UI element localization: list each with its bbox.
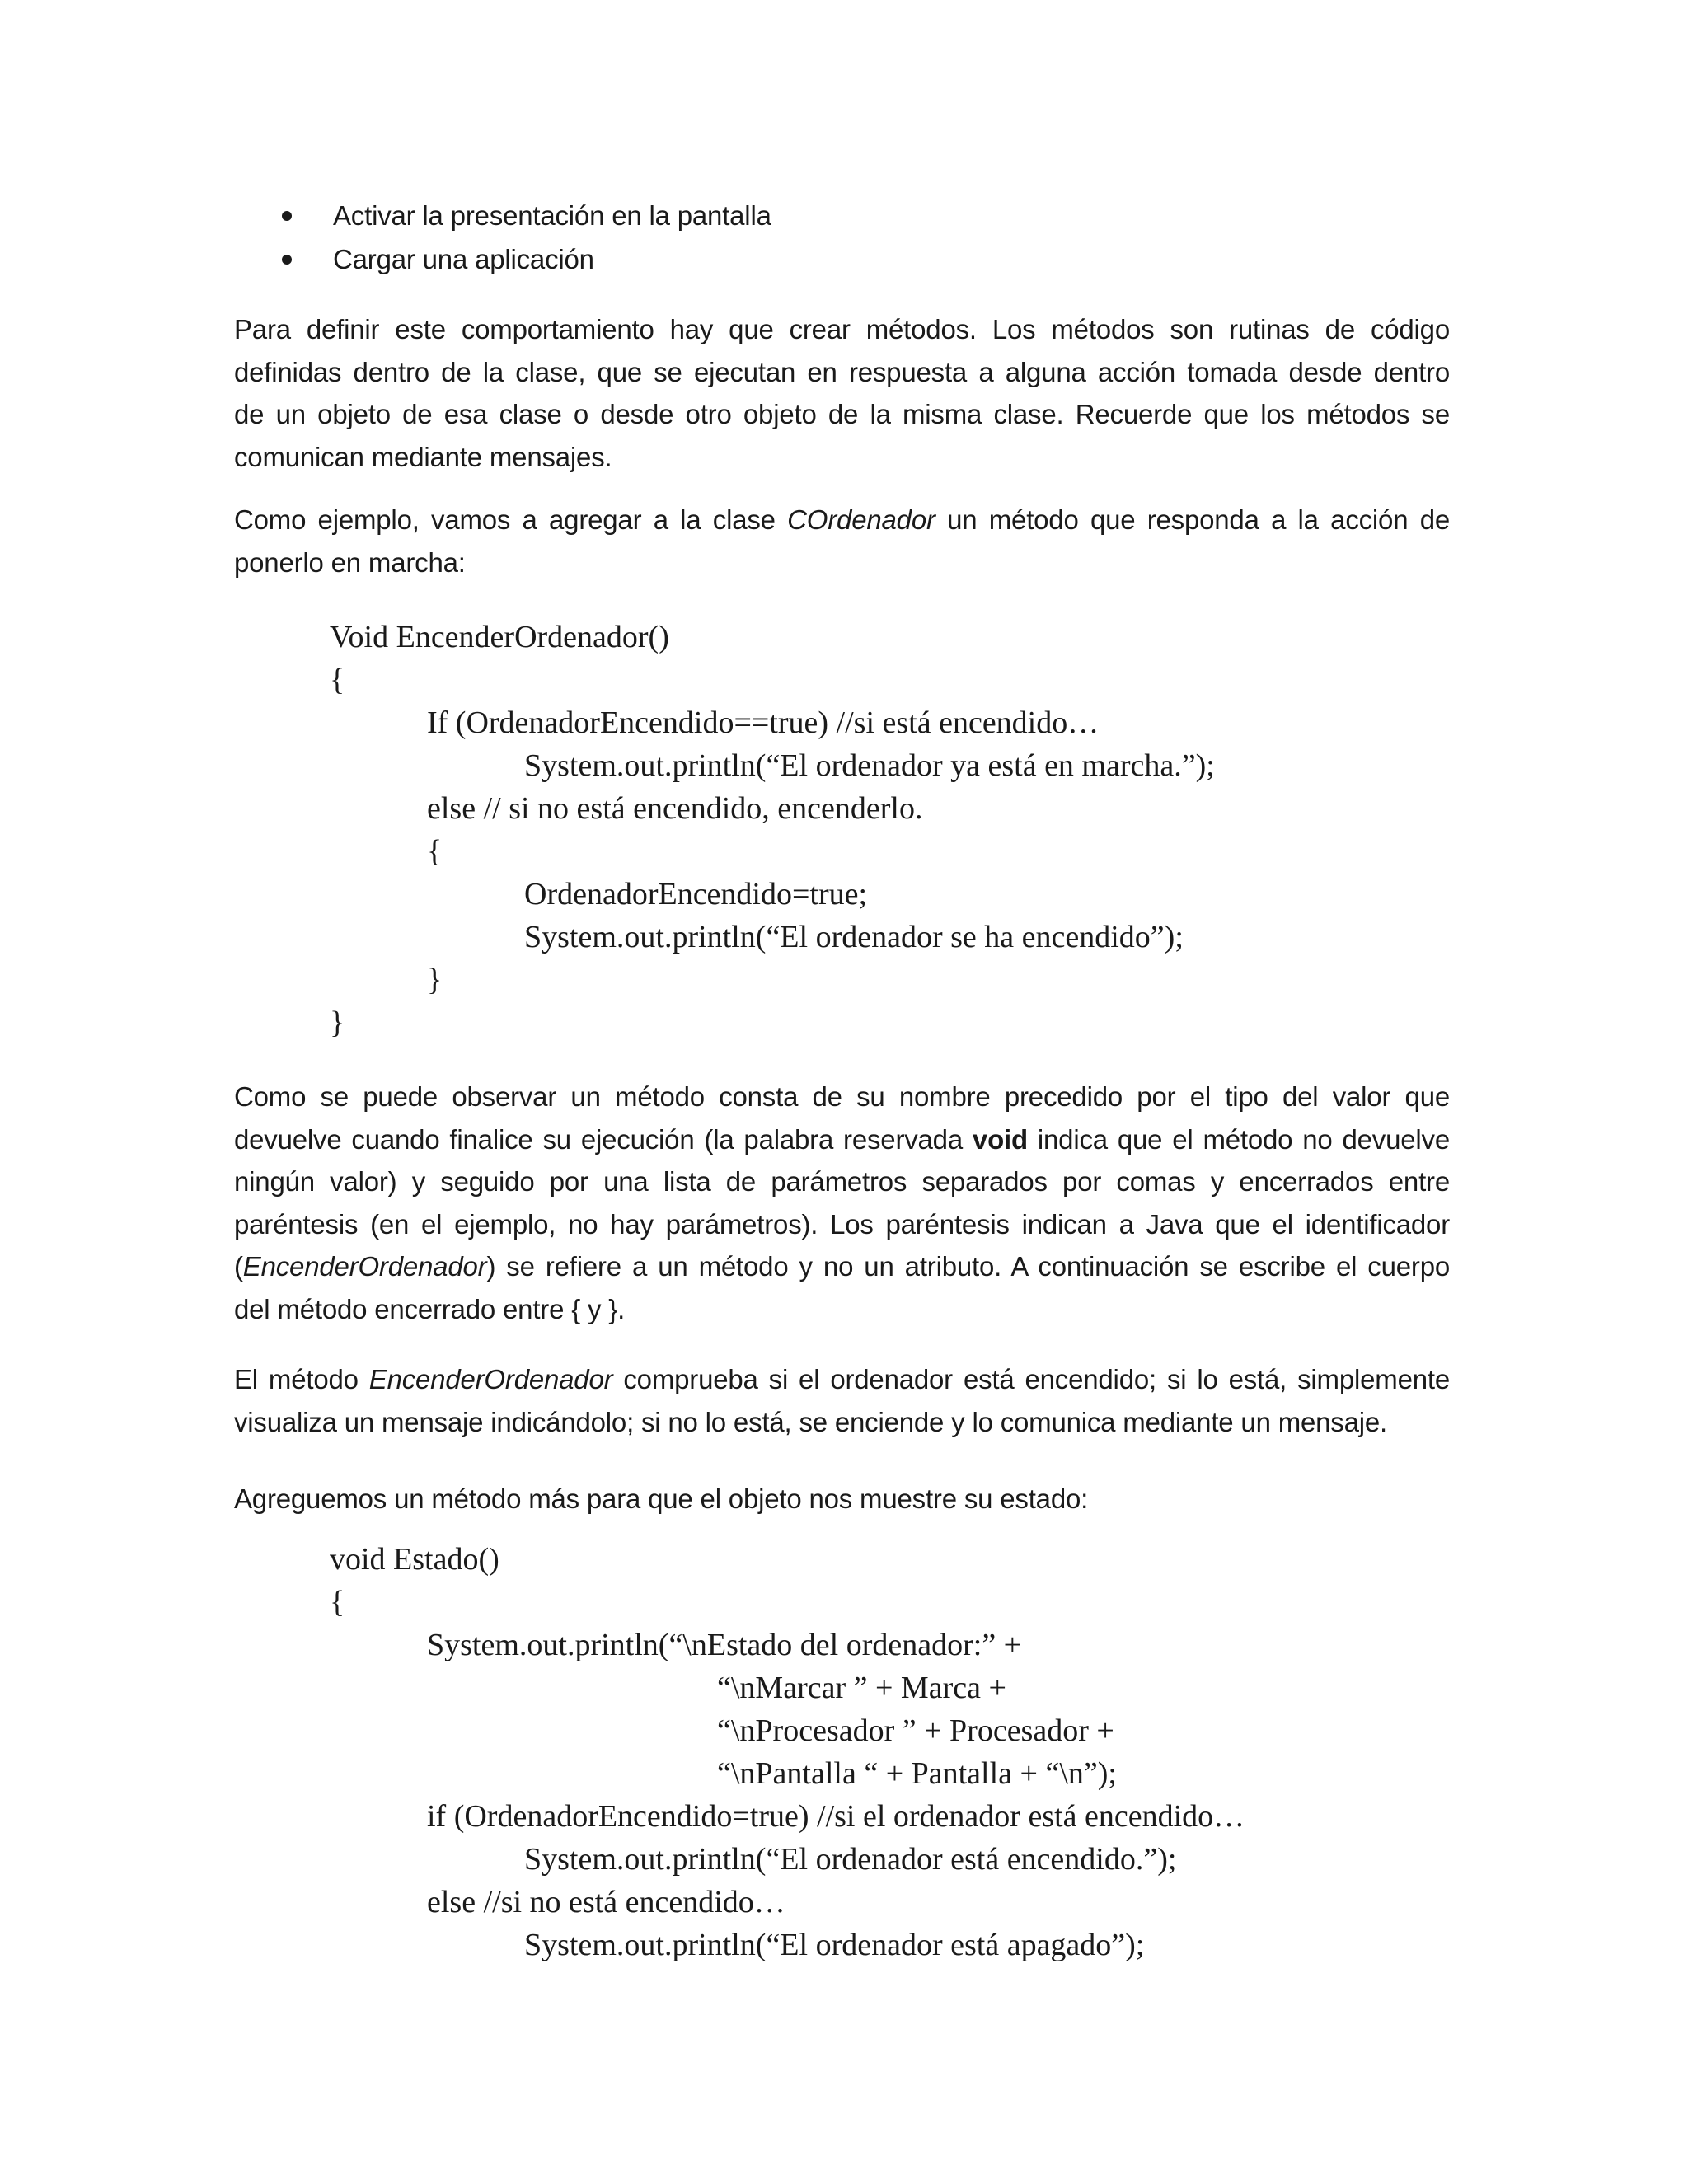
keyword-void: void xyxy=(972,1123,1028,1155)
code-line: System.out.println(“El ordenador se ha encendido”); xyxy=(524,920,1184,954)
code-line: else //si no está encendido… xyxy=(427,1885,785,1919)
paragraph-line: definidas dentro de la clase, que se ejecutan en respuesta a alguna acción tomada desde dentro xyxy=(234,356,1450,387)
paragraph-line: Agreguemos un método más para que el objeto nos muestre su estado: xyxy=(234,1483,1089,1514)
code-line: Void EncenderOrdenador() xyxy=(330,620,669,654)
code-line: System.out.println(“El ordenador está encendido.”); xyxy=(524,1842,1177,1877)
code-line: } xyxy=(427,963,443,997)
paragraph-line: comunican mediante mensajes. xyxy=(234,441,612,472)
paragraph-line: del método encerrado entre { y }. xyxy=(234,1293,626,1324)
code-line: else // si no está encendido, encenderlo. xyxy=(427,791,923,826)
code-line: System.out.println(“\nEstado del ordenador:” + xyxy=(427,1628,1022,1662)
method-name: EncenderOrdenador xyxy=(242,1251,487,1282)
paragraph-estado-intro xyxy=(234,1478,1450,1521)
paragraph-line: ningún valor) y seguido por una lista de parámetros separados por comas y encerrados entre xyxy=(234,1166,1450,1197)
paragraph-line: de un objeto de esa clase o desde otro objeto de la misma clase. Recuerde que los métodos se xyxy=(234,399,1450,429)
paragraph-line: visualiza un mensaje indicándolo; si no lo está, se enciende y lo comunica mediante un mensaje. xyxy=(234,1406,1388,1437)
code-line: { xyxy=(427,834,443,869)
text-run: devuelve cuando finalice su ejecución (la palabra reservada xyxy=(234,1123,973,1155)
code-block-estado xyxy=(330,1538,1245,1966)
code-line: “\nProcesador ” + Procesador + xyxy=(717,1713,1114,1748)
paragraph-line xyxy=(234,1358,1450,1401)
list-item xyxy=(282,194,1436,237)
paragraph-line xyxy=(234,1245,1450,1288)
method-name: EncenderOrdenador xyxy=(368,1364,613,1394)
list-item-text: Cargar una aplicación xyxy=(333,244,594,274)
paragraph-line: ponerlo en marcha: xyxy=(234,546,466,578)
paragraph-line xyxy=(234,1118,1450,1161)
code-line: OrdenadorEncendido=true; xyxy=(524,877,868,912)
paragraph-line: Para definir este comportamiento hay que crear métodos. Los métodos son rutinas de código xyxy=(234,314,1450,344)
paragraph-method-structure xyxy=(234,1076,1450,1330)
paragraph-line: Como se puede observar un método consta de su nombre precedido por el tipo del valor que xyxy=(234,1081,1450,1112)
code-line: } xyxy=(330,1005,345,1040)
paragraph-line xyxy=(234,499,1450,541)
text-run: comprueba si el ordenador está encendido; si lo está, simplemente xyxy=(612,1364,1450,1394)
code-line: { xyxy=(330,663,345,697)
code-line: { xyxy=(330,1585,345,1619)
list-item xyxy=(282,237,1436,281)
code-line: System.out.println(“El ordenador está apagado”); xyxy=(524,1928,1145,1962)
text-run: un método que responda a la acción de xyxy=(935,504,1450,535)
list-item-text: Activar la presentación en la pantalla xyxy=(333,200,771,231)
text-run: indica que el método no devuelve xyxy=(1027,1123,1450,1155)
code-line: “\nPantalla “ + Pantalla + “\n”); xyxy=(717,1756,1117,1791)
class-name: COrdenador xyxy=(787,504,935,535)
code-block-encender xyxy=(330,616,1215,1044)
paragraph-example-intro xyxy=(234,499,1450,583)
paragraph-methods-definition xyxy=(234,308,1450,478)
code-line: System.out.println(“El ordenador ya está en marcha.”); xyxy=(524,748,1215,783)
code-line: void Estado() xyxy=(330,1542,499,1577)
text-run: El método xyxy=(234,1364,369,1394)
text-run: ( xyxy=(234,1251,243,1282)
paragraph-line: paréntesis (en el ejemplo, no hay parámetros). Los paréntesis indican a Java que el identificador xyxy=(234,1208,1450,1240)
code-line: “\nMarcar ” + Marca + xyxy=(717,1671,1006,1705)
bullet-dot-icon xyxy=(282,255,292,265)
text-run: ) se refiere a un método y no un atributo. A continuación se escribe el cuerpo xyxy=(486,1251,1450,1282)
paragraph-encender-explanation xyxy=(234,1358,1450,1443)
code-line: If (OrdenadorEncendido==true) //si está encendido… xyxy=(427,705,1100,740)
bullet-dot-icon xyxy=(282,211,292,221)
code-line: if (OrdenadorEncendido=true) //si el ordenador está encendido… xyxy=(427,1799,1245,1834)
text-run: Como ejemplo, vamos a agregar a la clase xyxy=(234,504,788,535)
bullet-list xyxy=(282,194,1436,281)
